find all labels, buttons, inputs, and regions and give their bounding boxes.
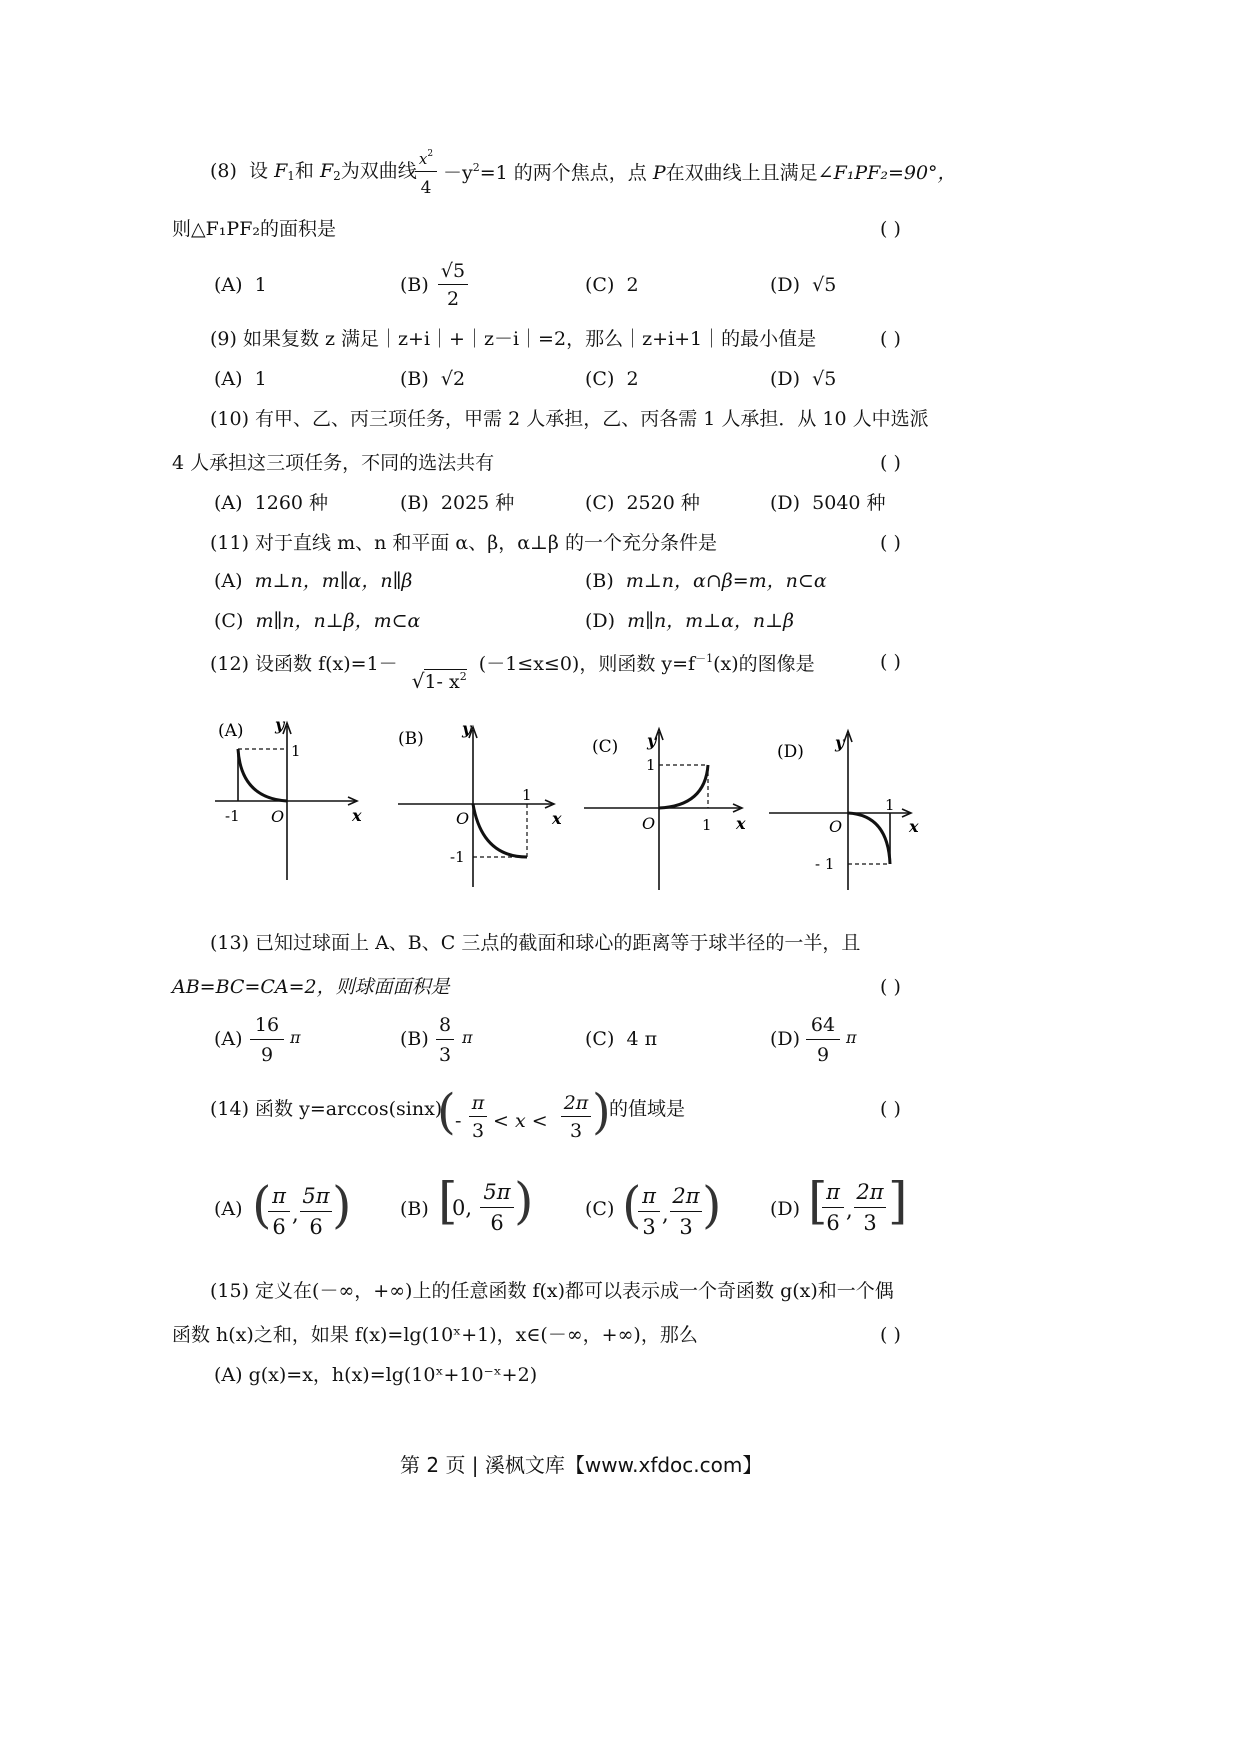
graph-c-one-y: 1 xyxy=(646,756,656,774)
graph-c-x-label: x xyxy=(736,814,746,833)
q14-lead: (14) 函数 y=arccos(sinx) xyxy=(210,1098,443,1120)
graph-b-minus1: -1 xyxy=(450,848,465,866)
graph-a-origin: O xyxy=(271,807,285,826)
q12-answer-paren: ( ) xyxy=(880,651,901,673)
graph-b-origin: O xyxy=(456,809,470,828)
graph-c-label: (C) xyxy=(592,737,619,757)
q13-option-a-pi: π xyxy=(290,1028,301,1047)
graph-c-one-x: 1 xyxy=(702,816,712,834)
q14-option-c: (C) xyxy=(585,1198,615,1220)
q9-option-b: (B) √2 xyxy=(400,368,466,390)
q14-domain-rparen: ) xyxy=(592,1084,611,1140)
q14-option-b-interval: [ 0, 5π 6 ) xyxy=(438,1172,534,1235)
q11-option-a: (A) m⊥n，m∥α，n∥β xyxy=(214,570,413,592)
q12-text: (12) 设函数 f(x)=1－ √1- $x^2$ (－1≤x≤0)，则函数 $y=f^{-1}(x)$的图像是 xyxy=(210,652,815,693)
q15-option-a: (A) g(x)=x，h(x)=lg(10ˣ+10⁻ˣ+2) xyxy=(214,1364,538,1386)
graph-d-origin: O xyxy=(829,817,843,836)
q11-text: (11) 对于直线 m、n 和平面 α、β，α⊥β 的一个充分条件是 xyxy=(210,532,717,554)
q9-answer-paren: ( ) xyxy=(880,328,901,350)
q10-option-a: (A) 1260 种 xyxy=(214,492,329,514)
q13-answer-paren: ( ) xyxy=(880,976,901,998)
q8-option-a: (A) 1 xyxy=(214,274,267,296)
q14-answer-paren: ( ) xyxy=(880,1098,901,1120)
page-footer: 第 2 页 | 溪枫文库【www.xfdoc.com】 xyxy=(400,1453,763,1477)
q8-line1-rest: $-y^2=1$ 的两个焦点，点 P在双曲线上且满足∠F₁PF₂=90°， xyxy=(443,161,957,184)
q9-option-c: (C) 2 xyxy=(585,368,639,390)
q9-option-d: (D) √5 xyxy=(770,368,837,390)
q8-option-b-fraction: √5 2 xyxy=(438,262,468,309)
q10-line2: 4 人承担这三项任务，不同的选法共有 xyxy=(172,452,495,474)
graph-d-y-label: y xyxy=(835,733,845,752)
q13-option-d-fraction: 64 9 xyxy=(806,1016,840,1065)
graph-c xyxy=(580,712,760,892)
q13-line2: AB=BC=CA=2，则球面面积是 xyxy=(172,976,450,998)
q10-option-c: (C) 2520 种 xyxy=(585,492,700,514)
q9-text: (9) 如果复数 z 满足｜z+i｜+｜z－i｜=2，那么｜z+i+1｜的最小值是 xyxy=(210,328,817,350)
q13-option-b-pi: π xyxy=(462,1028,473,1047)
q9-option-a: (A) 1 xyxy=(214,368,267,390)
graph-d-one: 1 xyxy=(885,796,895,814)
graph-d xyxy=(765,712,945,892)
graph-b xyxy=(392,712,582,892)
q14-option-b: (B) xyxy=(400,1198,429,1220)
graph-a-x-label: x xyxy=(352,806,362,825)
q13-option-c: (C) 4 π xyxy=(585,1028,658,1050)
graph-c-origin: O xyxy=(642,814,656,833)
graph-b-y-label: y xyxy=(462,719,472,738)
q13-option-a-fraction: 16 9 xyxy=(250,1016,284,1065)
q13-option-d: (D) xyxy=(770,1028,801,1050)
graph-a-minus1: -1 xyxy=(225,807,240,825)
graph-d-x-label: x xyxy=(909,817,919,836)
q8-option-d: (D) √5 xyxy=(770,274,837,296)
q8-option-c: (C) 2 xyxy=(585,274,639,296)
q8-line2: 则△F₁PF₂的面积是 xyxy=(172,218,336,240)
q15-line1: (15) 定义在(－∞，+∞)上的任意函数 f(x)都可以表示成一个奇函数 g(x)和一个偶 xyxy=(210,1280,894,1302)
graph-c-y-label: y xyxy=(647,731,657,750)
q10-line1: (10) 有甲、乙、丙三项任务，甲需 2 人承担，乙、丙各需 1 人承担．从 10 人中选派 xyxy=(210,408,929,430)
graph-a-label: (A) xyxy=(218,721,244,741)
q8-line1: (8) 设 $F_1$和 $F_2$为双曲线 xyxy=(210,160,417,183)
q11-option-b: (B) m⊥n，α∩β=m，n⊂α xyxy=(585,570,827,592)
q14-option-a: (A) xyxy=(214,1198,243,1220)
q13-line1: (13) 已知过球面上 A、B、C 三点的截面和球心的距离等于球半径的一半，且 xyxy=(210,932,861,954)
q10-option-d: (D) 5040 种 xyxy=(770,492,886,514)
graph-b-x-label: x xyxy=(552,809,562,828)
graph-a xyxy=(205,712,375,892)
q10-answer-paren: ( ) xyxy=(880,452,901,474)
q10-option-b: (B) 2025 种 xyxy=(400,492,515,514)
q14-option-d-interval: [ π 6 , 2π 3 ] xyxy=(808,1172,908,1235)
q14-rest: 的值域是 xyxy=(609,1098,686,1120)
graph-b-label: (B) xyxy=(398,729,424,749)
q11-option-c: (C) m∥n，n⊥β，m⊂α xyxy=(214,610,421,632)
q12-sqrt: √1- $x^2$ xyxy=(411,669,467,693)
q13-option-a: (A) xyxy=(214,1028,243,1050)
graph-d-label: (D) xyxy=(777,742,804,762)
q8-option-b: (B) xyxy=(400,274,429,296)
q14-option-c-interval: ( π 3 , 2π 3 ) xyxy=(622,1176,722,1239)
graph-b-one: 1 xyxy=(522,786,532,804)
q11-answer-paren: ( ) xyxy=(880,532,901,554)
q15-line2: 函数 h(x)之和，如果 f(x)=lg(10ˣ+1)，x∈(－∞，+∞)，那么 xyxy=(172,1324,698,1346)
q8-answer-paren: ( ) xyxy=(880,218,901,240)
graph-a-one: 1 xyxy=(291,742,301,760)
q14-option-d: (D) xyxy=(770,1198,801,1220)
q13-option-b: (B) xyxy=(400,1028,429,1050)
q8-fraction: $x^2$ 4 xyxy=(415,150,437,197)
q13-option-b-fraction: 8 3 xyxy=(436,1016,454,1065)
q14-domain-lparen: ( xyxy=(437,1084,456,1140)
q13-option-d-pi: π xyxy=(846,1028,857,1047)
q11-option-d: (D) m∥n，m⊥α，n⊥β xyxy=(585,610,794,632)
q14-option-a-interval: ( π 6 , 5π 6 ) xyxy=(252,1176,352,1239)
graph-d-minus1: - 1 xyxy=(815,855,835,873)
q15-answer-paren: ( ) xyxy=(880,1324,901,1346)
graph-a-y-label: y xyxy=(275,715,285,734)
